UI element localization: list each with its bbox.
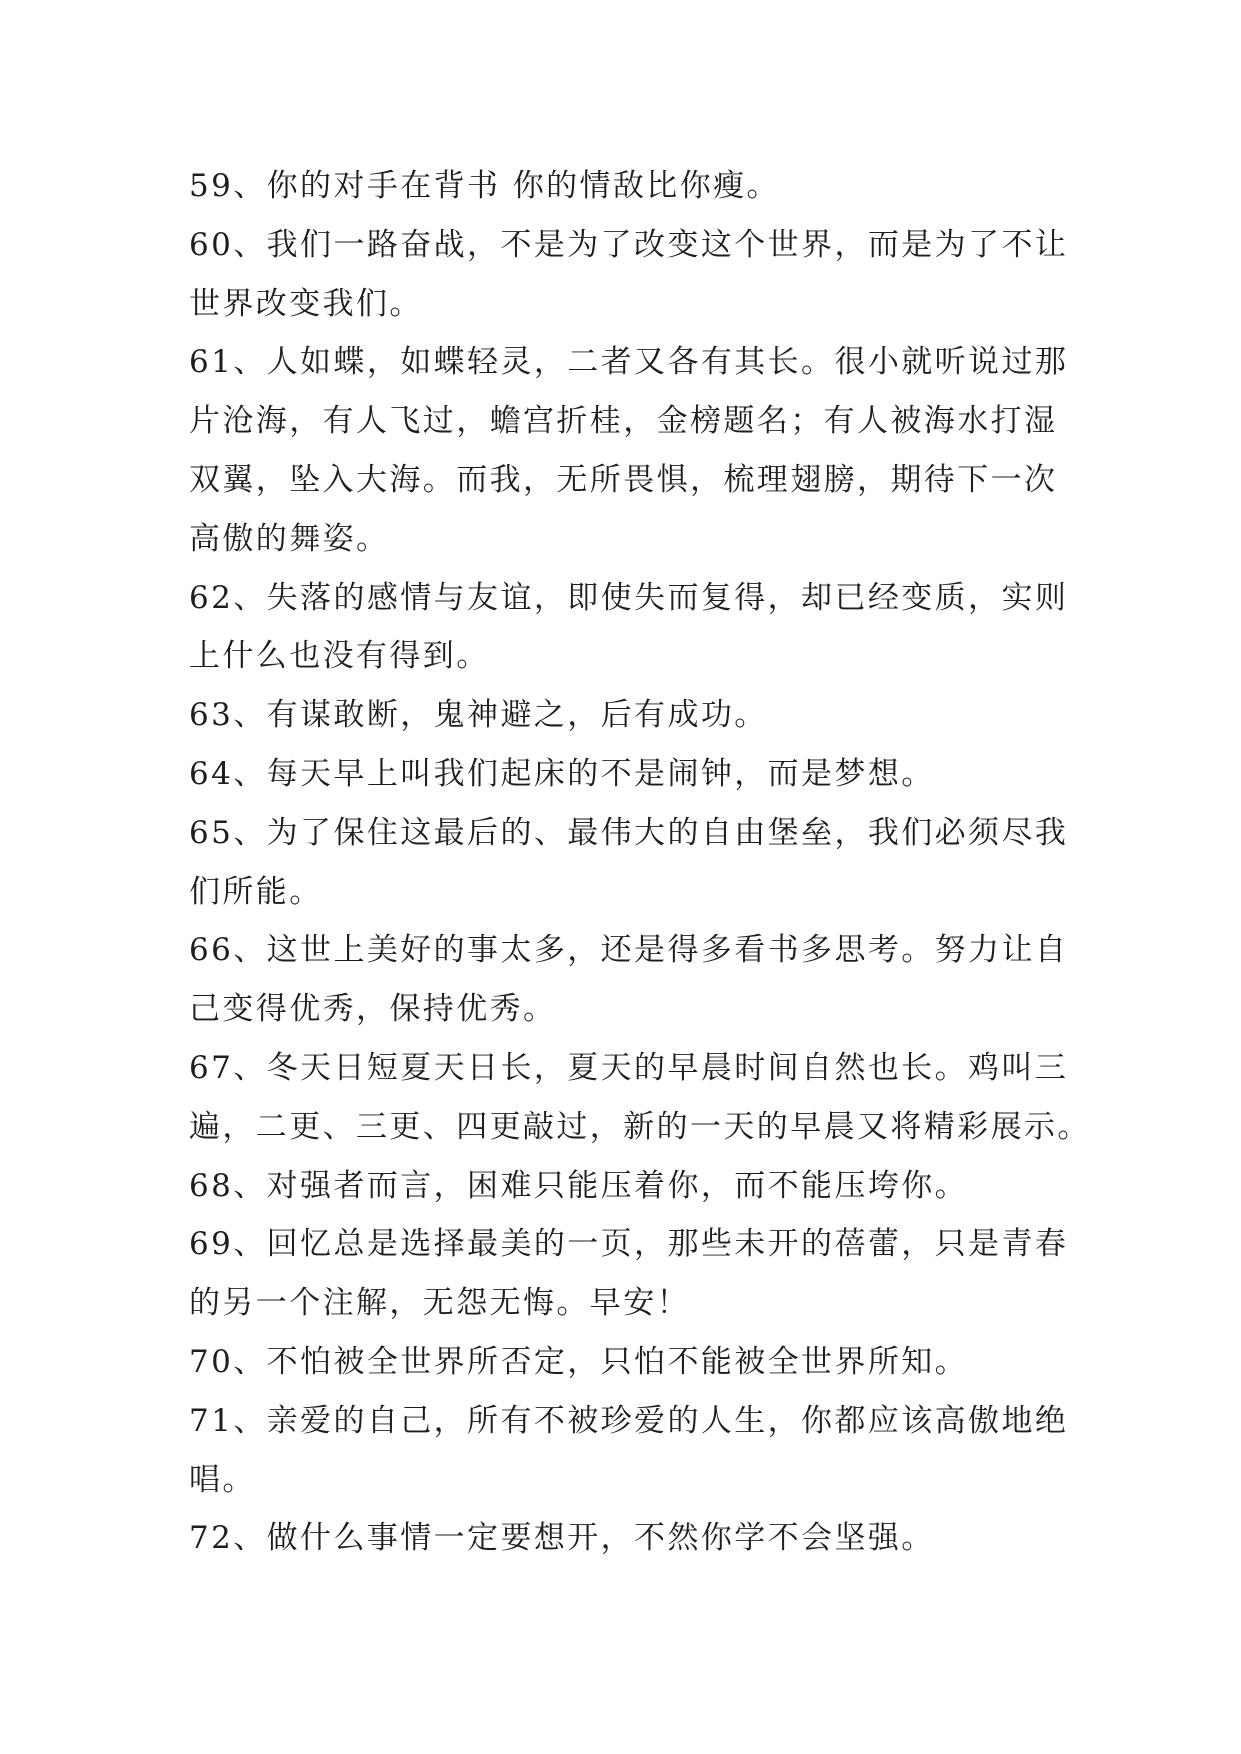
- text-line: 上什么也没有得到。: [189, 638, 490, 675]
- text-line: 60、我们一路奋战，不是为了改变这个世界，而是为了不让: [189, 226, 1069, 263]
- quote-item: [189, 333, 1089, 568]
- text-line: 64、每天早上叫我们起床的不是闹钟，而是梦想。: [189, 755, 935, 792]
- text-line: 67、冬天日短夏天日长，夏天的早晨时间自然也长。鸡叫三: [189, 1049, 1069, 1086]
- text-line: 59、你的对手在背书 你的情敌比你瘦。: [189, 168, 780, 204]
- text-line: 70、不怕被全世界所否定，只怕不能被全世界所知。: [189, 1343, 969, 1380]
- text-line: 62、失落的感情与友谊，即使失而复得，却已经变质，实则: [189, 579, 1069, 616]
- quote-item: [189, 745, 1089, 804]
- quote-item: [189, 569, 1089, 687]
- quote-item: [189, 1392, 1089, 1510]
- text-line: 们所能。: [189, 873, 323, 910]
- quote-item: [189, 686, 1089, 745]
- text-line: 68、对强者而言，困难只能压着你，而不能压垮你。: [189, 1167, 969, 1204]
- quote-list: [189, 157, 1089, 1568]
- text-line: 71、亲爱的自己，所有不被珍爱的人生，你都应该高傲地绝: [189, 1402, 1069, 1439]
- quote-item: [189, 804, 1089, 922]
- quote-item: [189, 216, 1089, 334]
- quote-item: [189, 1215, 1089, 1333]
- text-line: 片沧海，有人飞过，蟾宫折桂，金榜题名；有人被海水打湿: [189, 403, 1058, 440]
- text-line: 双翼，坠入大海。而我，无所畏惧，梳理翅膀，期待下一次: [189, 461, 1058, 498]
- quote-item: [189, 921, 1089, 1039]
- quote-item: [189, 1509, 1089, 1568]
- text-line: 高傲的舞姿。: [189, 520, 390, 557]
- text-line: 61、人如蝶，如蝶轻灵，二者又各有其长。很小就听说过那: [189, 344, 1069, 381]
- text-line: 唱。: [189, 1461, 256, 1498]
- text-line: 72、做什么事情一定要想开，不然你学不会坚强。: [189, 1520, 935, 1557]
- text-line: 65、为了保住这最后的、最伟大的自由堡垒，我们必须尽我: [189, 814, 1069, 851]
- text-line: 66、这世上美好的事太多，还是得多看书多思考。努力让自: [189, 932, 1069, 969]
- quote-item: [189, 1157, 1089, 1216]
- quote-item: [189, 157, 1089, 216]
- text-line: 69、回忆总是选择最美的一页，那些未开的蓓蕾，只是青春: [189, 1226, 1069, 1263]
- quote-item: [189, 1333, 1089, 1392]
- text-line: 己变得优秀，保持优秀。: [189, 991, 557, 1028]
- quote-item: [189, 1039, 1089, 1157]
- text-line: 遍，二更、三更、四更敲过，新的一天的早晨又将精彩展示。: [189, 1108, 1091, 1145]
- text-line: 世界改变我们。: [189, 285, 423, 322]
- text-line: 63、有谋敢断，鬼神避之，后有成功。: [189, 697, 768, 734]
- text-line: 的另一个注解，无怨无悔。早安！: [189, 1285, 690, 1322]
